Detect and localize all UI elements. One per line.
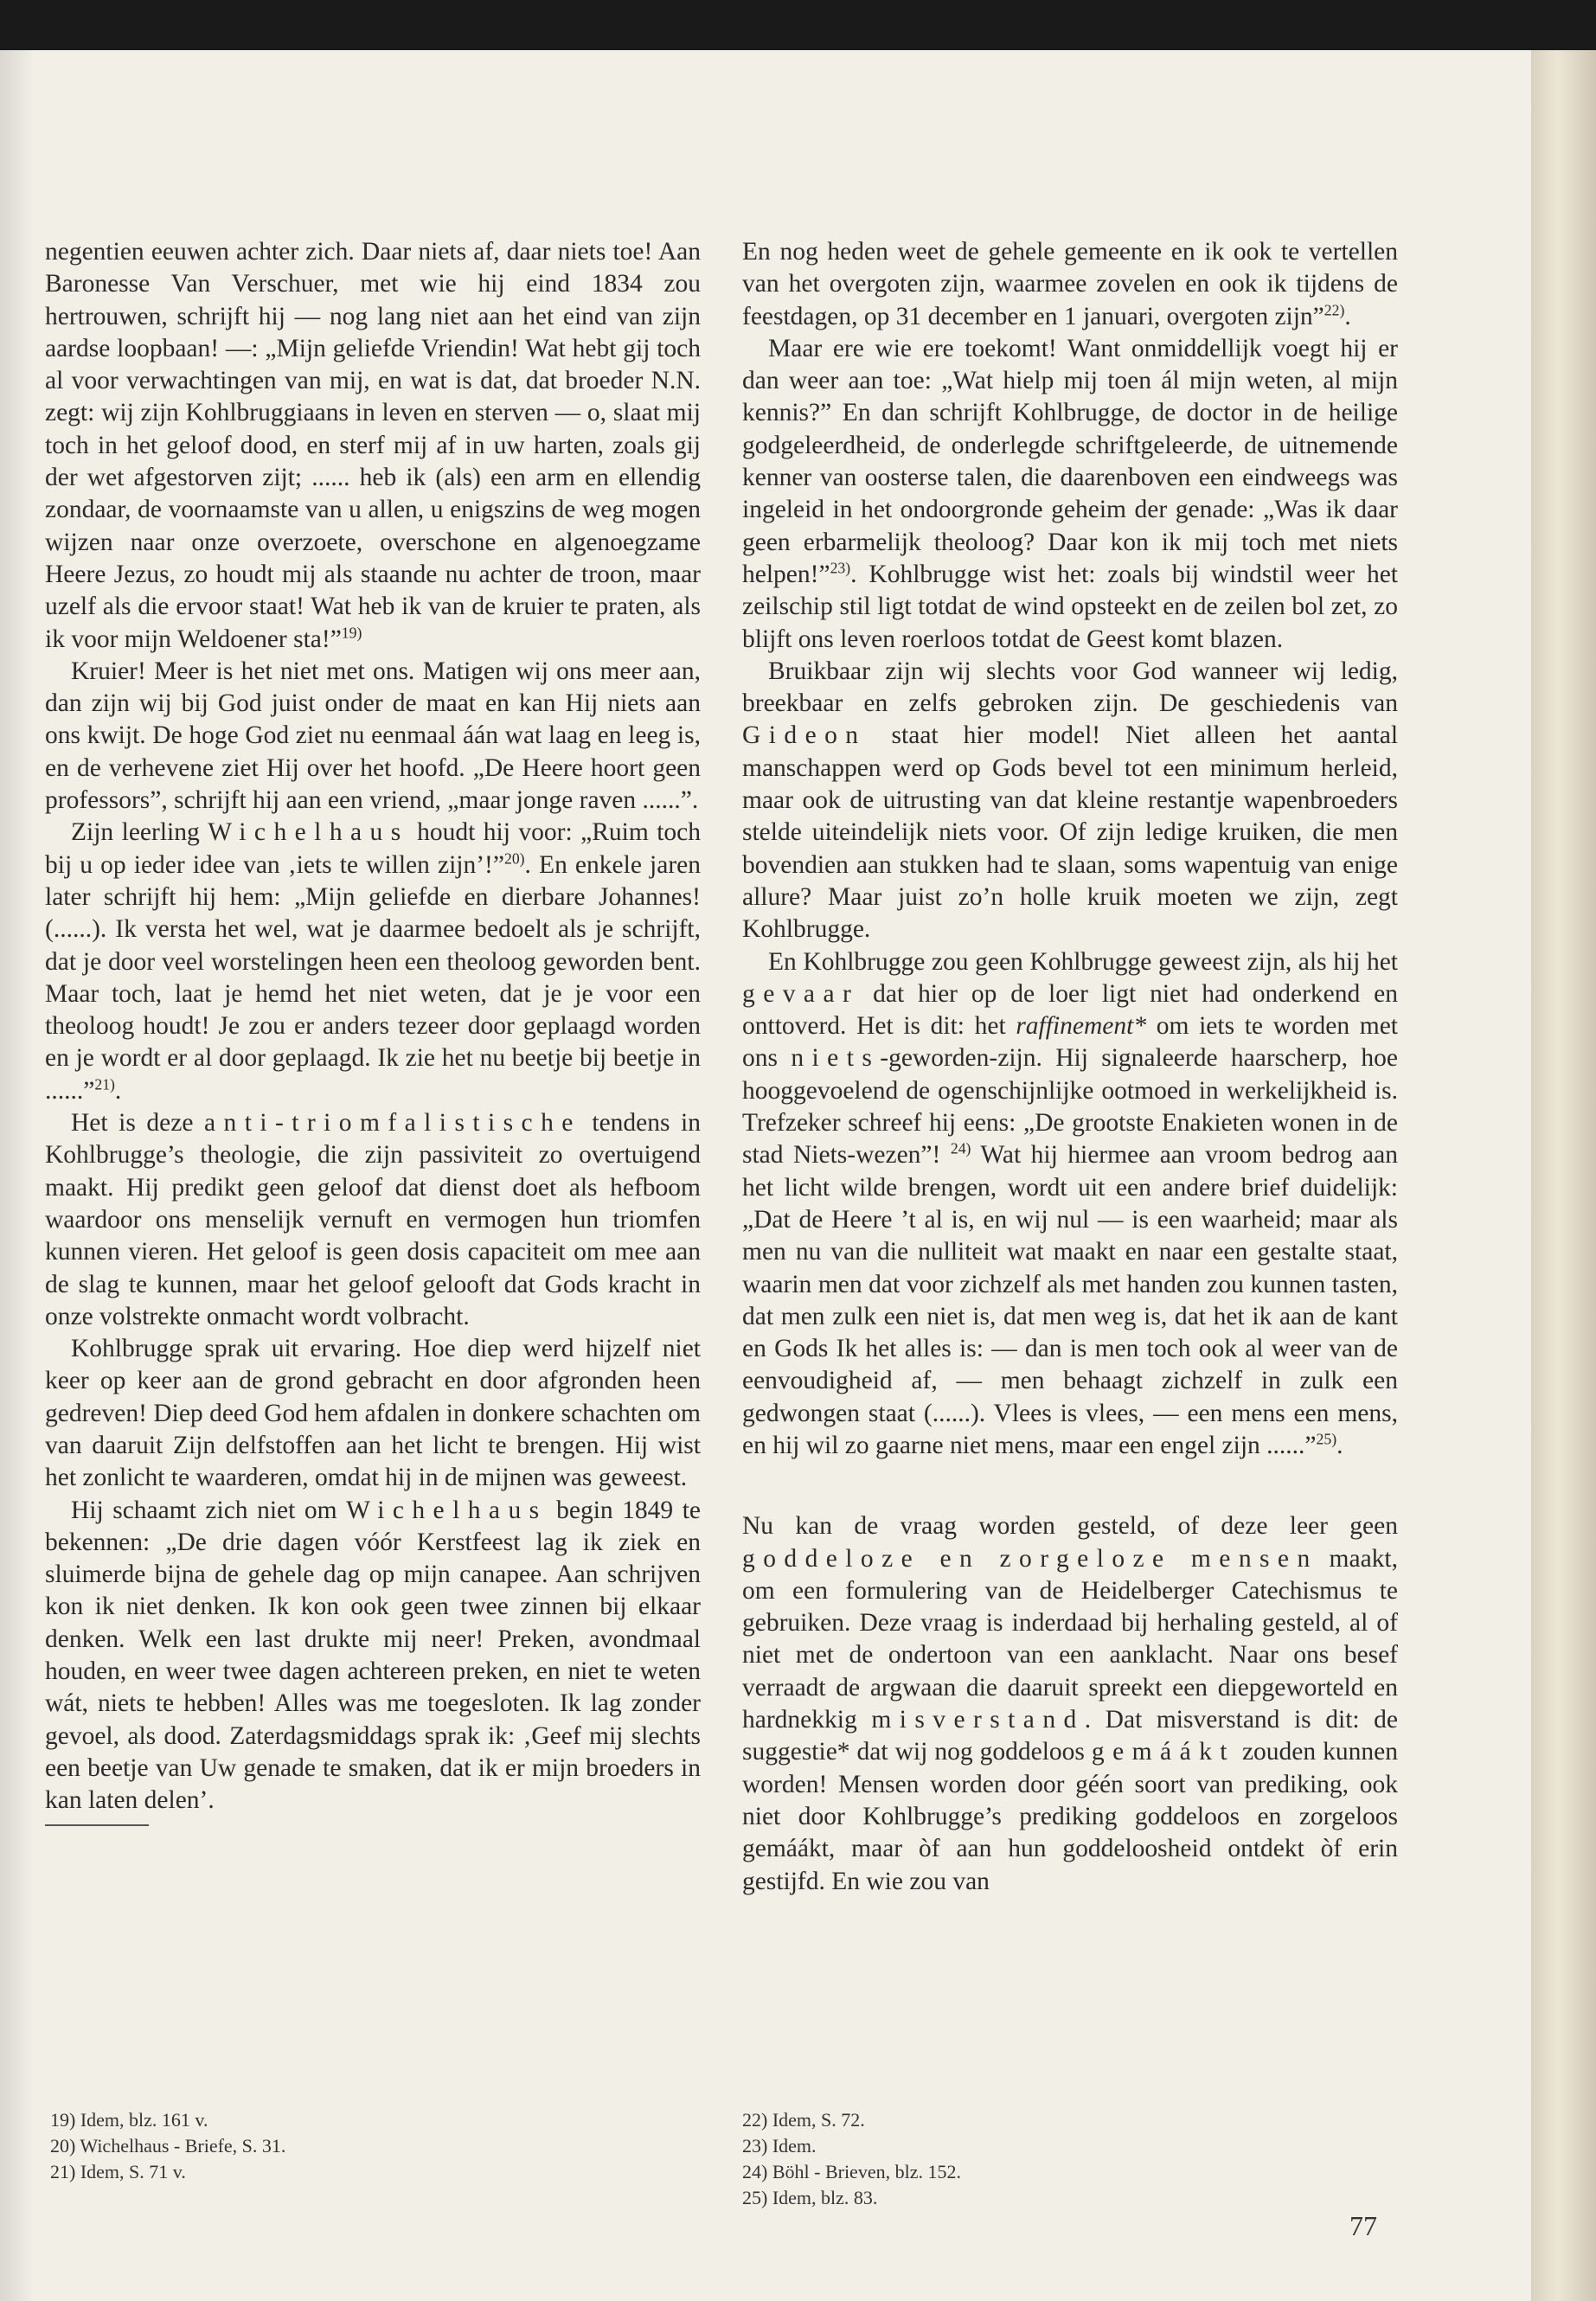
spaced-term: anti-triomfalistische	[204, 1109, 581, 1138]
footnote-ref: 22)	[1324, 300, 1345, 318]
spaced-name: Wichelhaus	[208, 818, 409, 847]
footnote-ref: 19)	[341, 623, 362, 641]
footnote: 22) Idem, S. 72.	[742, 2109, 865, 2131]
footnote: 21) Idem, S. 71 v.	[50, 2161, 186, 2182]
paragraph: Nu kan de vraag worden gesteld, of deze leer geen goddeloze en zorgeloze mensen maakt, om een formulering van de Heidelberger Catechismus te gebruiken. Deze vraag is inderdaad bij herhaling gesteld, al of niet met de ondertoon van een aanklacht. Naar ons besef verraadt de argwaan die daaruit spreekt een diepgeworteld en hardnekkig misverstand. Dat misverstand is dit: de suggestie* dat wij nog goddeloos gemáákt zouden kunnen worden! Mensen worden door géén soort van prediking, ook niet door Kohlbrugge’s prediking goddeloos en zorgeloos gemáákt, maar òf aan hun goddeloosheid ontdekt òf erin gestijfd. En wie zou van	[742, 1512, 1399, 1895]
paragraph: Hij schaamt zich niet om Wichelhaus begin 1849 te bekennen: „De drie dagen vóór Kerstfeest lag ik ziek en sluimerde bijna de gehele dag op mijn canapee. Aan schrijven kon ik niet denken. Ik kon ook geen twee zinnen bij elkaar denken. Welk een last drukte mij neer! Preken, avondmaal houden, en weer twee dagen achtereen preken, en niet te weten wát, niets te hebben! Alles was me toegesloten. Ik lag zonder gevoel, als dood. Zaterdagsmiddags sprak ik: ‚Geef mij slechts een beetje van Uw genade te smaken, dat ik er mijn broeders in kan laten delen’.	[45, 1496, 702, 1815]
spaced-term: goddeloze en zorgeloze mensen	[742, 1544, 1318, 1573]
page-number: 77	[1349, 2210, 1377, 2241]
footnote: 19) Idem, blz. 161 v.	[50, 2109, 208, 2131]
footnote-ref: 20)	[503, 849, 525, 868]
paragraph: Kohlbrugge sprak uit ervaring. Hoe diep werd hijzelf niet keer op keer aan de grond gebracht en door afgronden heen gedreven! Diep deed God hem afdalen in donkere schachten om van daaruit Zijn delfstoffen aan het licht te brengen. Hij wist het zonlicht te waarderen, omdat hij in de mijnen was geweest.	[45, 1335, 701, 1492]
spaced-name: Gideon	[742, 721, 867, 750]
footnote-rule	[45, 1824, 149, 1826]
left-column	[45, 236, 701, 1838]
spaced-term: gemáákt	[1091, 1738, 1235, 1766]
spaced-term: niets	[791, 1044, 881, 1073]
paragraph: Bruikbaar zijn wij slechts voor God wanneer wij ledig, breekbaar en zelfs gebroken zijn. De geschiedenis van Gideon staat hier model! Niet alleen het aantal manschappen werd op Gods bevel tot een minimum herleid, maar ook de uitrusting van dat kleine restantje wapenbroeders stelde uiteindelijk niets voor. Of zijn ledige kruiken, die men bovendien aan stukken had te slaan, soms wapentuig van enige allure? Maar juist zo’n holle kruik moeten we zijn, zegt Kohlbrugge.	[742, 657, 1399, 944]
paragraph: Maar ere wie ere toekomt! Want onmiddellijk voegt hij er dan weer aan toe: „Wat hielp mij toen ál mijn weten, al mijn kennis?” En dan schrijft Kohlbrugge, de doctor in de heilige godgeleerdheid, de onderlegde schriftgeleerde, de uitnemende kenner van oosterse talen, die daarenboven een eindweegs was ingeleid in het ondoorgronde geheim der genade: „Was ik daar geen erbarmelijk theoloog? Daar kon ik mij toch met niets helpen!”$^{23)}$. Kohlbrugge wist het: zoals bij windstil weer het zeilschip stil ligt totdat de wind opsteekt en de zeilen bol zet, zo blijft ons leven roerloos totdat de Geest komt blazen.	[742, 334, 1398, 653]
footnote-ref: 24)	[950, 1139, 971, 1157]
paragraph: Zijn leerling Wichelhaus houdt hij voor: „Ruim toch bij u op ieder idee van ‚iets te willen zijn’!”$^{20)}$. En enkele jaren later schrijft hij hem: „Mijn geliefde en dierbare Johannes! (......). Ik versta het wel, wat je daarmee bedoelt als je schrijft, dat je door veel worstelingen heen een theoloog geworden bent. Maar toch, laat je hemd het niet weten, dat je je voor een theoloog houdt! Je zou er anders tezeer door geplaagd worden en je wordt er al door geplaagd. Ik zie het nu beetje bij beetje in ......”$^{21)}$.	[45, 818, 702, 1105]
paragraph: negentien eeuwen achter zich. Daar niets af, daar niets toe! Aan Baronesse Van Verschuer, met wie hij eind 1834 zou hertrouwen, schrijft hij — nog lang niet aan het eind van zijn aardse loopbaan! —: „Mijn geliefde Vriendin! Wat hebt gij toch al voor verwachtingen van mij, en wat is dat, dat broeder N.N. zegt: wij zijn Kohlbruggiaans in leven en sterven — o, slaat mij toch in het geloof dood, en sterf mij af in uw harten, zoals gij der wet afgestorven zijt; ...... heb ik (als) een arm en ellendig zondaar, de voornaamste van u allen, u enigszins de weg mogen wijzen naar onze overzoete, overschone en algenoegzame Heere Jezus, zo houdt mij als staande nu achter de troon, maar uzelf als die ervoor staat! Wat heb ik van de kruier te praten, als ik voor mijn Weldoener sta!”$^{19)}$	[45, 238, 701, 653]
page-edge	[1531, 50, 1596, 2301]
footnotes-left	[50, 2107, 656, 2185]
paragraph: Kruier! Meer is het niet met ons. Matigen wij ons meer aan, dan zijn wij bij God juist onder de maat en kan Hij niets aan ons kwijt. De hoge God ziet nu eenmaal áán wat laag en leeg is, en de verhevene ziet Hij over het hoofd. „De Heere hoort geen professors”, schrijft hij aan een vriend, „maar jonge raven ......”.	[45, 657, 701, 815]
right-column	[742, 236, 1398, 1898]
footnote: 23) Idem.	[742, 2135, 817, 2157]
spaced-name: Wichelhaus	[346, 1496, 548, 1524]
footnote-ref: 21)	[94, 1075, 115, 1093]
footnote: 24) Böhl - Brieven, blz. 152.	[742, 2161, 961, 2182]
paragraph: Het is deze anti-triomfalistische tendens in Kohlbrugge’s theologie, die zijn passiviteit zo overtuigend maakt. Hij predikt geen geloof dat dienst doet als hefboom waardoor ons menselijk vernuft en vermogen hun triomfen kunnen vieren. Het geloof is geen dosis capaciteit om mee aan de slag te kunnen, maar het geloof gelooft dat Gods kracht in onze volstrekte onmacht wordt volbracht.	[45, 1109, 701, 1330]
paragraph: En Kohlbrugge zou geen Kohlbrugge geweest zijn, als hij het gevaar dat hier op de loer ligt niet had onderkend en onttoverd. Het is dit: het raffinement* om iets te worden met ons niets-geworden-zijn. Hij signaleerde haarscherp, hoe hooggevoelend de ogenschijnlijke ootmoed in werkelijkheid is. Trefzeker schreef hij eens: „De grootste Enakieten wonen in de stad Niets-wezen”! $^{24)}$ Wat hij hiermee aan vroom bedrog aan het licht wilde brengen, wordt uit een andere brief duidelijk: „Dat de Heere ’t al is, en wij nul — is een waarheid; maar als men nu van die nulliteit wat maakt en naar een gestalte staat, waarin men dat voor zichzelf als met handen zou kunnen tasten, dat men zulk een niet is, dat men weg is, dat het ik aan de kant en Gods Ik het alles is: — dan is men toch ook al weer van de eenvoudigheid af, — men behaagt zichzelf in zulk een gedwongen staat (......). Vlees is vlees, — een mens een mens, en hij wil zo gaarne niet mens, maar een engel zijn ......”$^{25)}$.	[742, 947, 1399, 1459]
footnote-ref: 23)	[830, 559, 851, 577]
footnote-ref: 25)	[1316, 1430, 1337, 1448]
paragraph: En nog heden weet de gehele gemeente en ik ook te vertellen van het overgoten zijn, waarmee zovelen en ook ik tijdens de feestdagen, op 31 december en 1 januari, overgoten zijn”$^{22)}$.	[742, 238, 1398, 330]
page-gutter-shadow	[0, 50, 35, 2301]
footnote: 20) Wichelhaus - Briefe, S. 31.	[50, 2135, 286, 2157]
footnotes-right	[742, 2107, 1348, 2211]
footnote: 25) Idem, blz. 83.	[742, 2187, 878, 2208]
spaced-term: misverstand	[871, 1706, 1085, 1734]
italic-term: raffinement*	[1016, 1012, 1147, 1041]
spaced-term: gevaar	[742, 979, 860, 1008]
book-page	[0, 50, 1531, 2301]
